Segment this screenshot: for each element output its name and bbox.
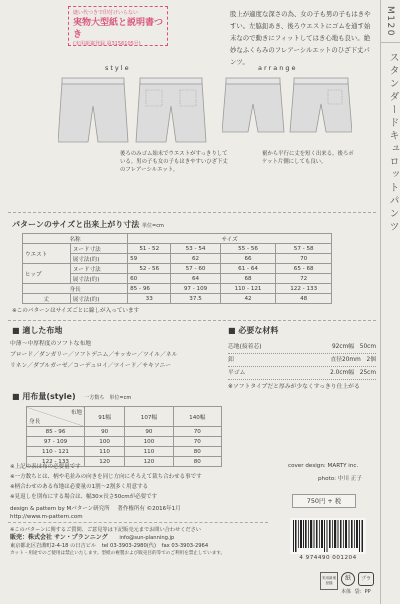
header-pattern-box [68, 6, 168, 46]
publisher-notice: ※このパターンに関するご質問、ご意見等は下記販売元までお問い合わせください [10, 527, 201, 533]
row-label: 丈 [23, 294, 71, 304]
cell: 100 [85, 437, 125, 447]
sales-company: 販売：株式会社 サン・プランニング [10, 534, 108, 541]
notes [10, 462, 272, 502]
product-code: M120 [385, 6, 395, 37]
cell: 72 [276, 274, 332, 284]
table-row [27, 437, 222, 447]
design-credit [10, 505, 280, 521]
cell: 70 [173, 427, 221, 437]
publisher-info [10, 526, 272, 558]
corner-bottom: 身長 [29, 419, 41, 425]
col-size: サイズ [128, 234, 332, 244]
product-description: 股上が適度な深さの為、女の子も男の子もはきやすい。左脇釦あき、後ろウエストにゴムを通す始末なので動きにフィットしてはき心地も良い。絶妙なふくらみのフレアーシルエットのひざ下丈パンツ。 [230, 10, 371, 66]
footer-divider [8, 522, 268, 523]
size-section-title [12, 219, 164, 230]
fabric-title-text: 適した布地 [22, 326, 63, 335]
product-title: スタンダードキュロットパンツ [387, 52, 398, 234]
col-header: 140幅 [173, 407, 221, 427]
fax: fax 03-3903-2964 [161, 543, 209, 549]
paper-recycle-label: 紙 [344, 575, 351, 582]
materials-note: ※ソフトタイプだと厚みが少なくすっきり仕上がる [228, 384, 360, 390]
cell: 48 [276, 294, 332, 304]
table-row [23, 244, 332, 254]
size-table [22, 233, 332, 304]
style-illustration [58, 76, 208, 146]
yardage-header [27, 407, 222, 427]
cell: 90 [85, 427, 125, 437]
cell: 80 [173, 457, 221, 467]
style-label: style [105, 64, 131, 72]
cell: 90 [125, 427, 173, 437]
cell: 70 [173, 437, 221, 447]
cell: 62 [171, 254, 220, 264]
size-unit: 単位=cm [142, 223, 164, 229]
row-label: 97 - 109 [27, 437, 85, 447]
fabric-title: ■ 適した布地 [12, 326, 63, 335]
cell: 68 [220, 274, 276, 284]
row-sublabel: ヌード寸法 [70, 264, 127, 274]
cell: 37.5 [171, 294, 220, 304]
price: 750円 + 税 [306, 497, 342, 505]
cell: 120 [85, 457, 125, 467]
material-value: 直径20mm 2個 [330, 357, 376, 363]
cell: 70 [276, 254, 332, 264]
utility-badge [320, 572, 338, 590]
yardage-corner [27, 407, 85, 427]
material-code: 袋：PP [354, 589, 371, 595]
style-front-pants [58, 78, 128, 142]
cell: 110 [125, 447, 173, 457]
plastic-recycle-icon [358, 572, 374, 586]
style-back-pants [136, 78, 206, 142]
cell: 33 [128, 294, 171, 304]
style-caption: 後ろのみゴム始末でウエストがすっきりしている。男の子も女の子もはきやすいひざ下丈のフレアーシルエット。 [120, 151, 228, 173]
cell: 60 [128, 274, 171, 284]
sidebar [380, 0, 400, 604]
row-sublabel: 展寸法(約) [70, 294, 127, 304]
table-row [23, 264, 332, 274]
cell: 120 [125, 457, 173, 467]
website-url: http://www.m-pattern.com [10, 514, 83, 520]
row-label: 身長 [23, 284, 128, 294]
arrange-illustration [222, 76, 352, 140]
cell: 100 [125, 437, 173, 447]
cell: 110 [85, 447, 125, 457]
material-item [228, 354, 376, 367]
cell: 52 - 56 [128, 264, 171, 274]
material-item [228, 341, 376, 354]
cell: 110 - 121 [220, 284, 276, 294]
cell: 55 - 56 [220, 244, 276, 254]
row-sublabel: ヌード寸法 [70, 244, 127, 254]
yardage-subtitle: (style) [46, 392, 76, 401]
cell: 66 [220, 254, 276, 264]
col-name: 名称 [23, 234, 128, 244]
design-credit-text: design & pattern by Mパターン研究所 [10, 506, 110, 512]
row-label: ヒップ [23, 264, 71, 284]
note-line: ※見返しを別布にする場合は、幅30×長さ50cmが必要です [10, 494, 158, 500]
fine-print: カット・用途でのご使用は禁止いたします。型紙の複製および販売目的等でのご利用を禁止しています。 [10, 551, 226, 556]
size-title: パターンのサイズと出来上がり寸法 [12, 220, 140, 229]
utility-badge-text: 実用新案登録 [321, 576, 337, 585]
cell: 51 - 52 [128, 244, 171, 254]
size-note: ※このパターンはサイズごとに線しが入っています [12, 308, 140, 314]
arrange-back-pants [290, 78, 352, 132]
yardage-unit: 一方数ち 単位=cm [84, 395, 132, 401]
materials-title: ■ 必要な材料 [228, 326, 279, 335]
yardage-table [26, 406, 222, 467]
cell: 59 [128, 254, 171, 264]
row-label: 122 - 133 [27, 457, 85, 467]
note-line: ※柄合わせのある布地は必要量の1割〜2割多く用意する [10, 484, 149, 490]
fabric-line: リネン／ダブルガーゼ／コーデュロイ／ツイード／サキソニー [10, 363, 172, 369]
table-row [27, 427, 222, 437]
material-value: 2.0cm幅 25cm [330, 370, 376, 376]
note-line: ※上記の表は布の必要量です [10, 464, 81, 470]
copyright: 著作権所有 ©2016年1月 [117, 506, 181, 512]
section-divider [8, 320, 376, 321]
row-label: 85 - 96 [27, 427, 85, 437]
fabric-list [10, 339, 218, 372]
cell: 80 [173, 447, 221, 457]
fabric-line: 中薄〜中厚程度のソフトな布地 [10, 341, 92, 347]
yardage-title-text: 用布量 [22, 392, 47, 401]
arrange-label: arrange [258, 64, 298, 72]
materials-title-text: 必要な材料 [238, 326, 279, 335]
corner-top: 布地 [70, 410, 82, 416]
material-label [341, 589, 371, 596]
table-row [23, 294, 332, 304]
registration-note: (実用新案登録 第3156105号) [73, 40, 141, 47]
cell: 65 - 68 [276, 264, 332, 274]
sales-email: info@sun-planning.jp [119, 535, 175, 541]
yardage-title: ■ 用布量(style) 一方数ち 単位=cm [12, 392, 132, 401]
note-line: ※一方数ちとは、柄や毛並みの向きを同じ方向にそろえて裁ち合わせる事です [10, 474, 202, 480]
arrange-front-pants [222, 78, 284, 132]
size-table-header [23, 234, 332, 244]
sales-line [10, 534, 272, 542]
pattern-label: 実物大型紙と説明書つき [73, 17, 164, 40]
row-label: 110 - 121 [27, 447, 85, 457]
table-row [23, 284, 332, 294]
sidebar-divider [381, 42, 400, 43]
row-label: ウエスト [23, 244, 71, 264]
address: 東京都北区岩淵町2-4-18 の日吉ビル [10, 543, 97, 549]
material-body: 本体 [341, 589, 352, 595]
cover-design-credit: cover design: MARTY inc. [288, 463, 359, 469]
section-divider [8, 212, 376, 213]
row-sublabel: 展寸法(約) [70, 254, 127, 264]
seam-note: 縫い代つきで印付けいらない [73, 10, 139, 16]
material-value: 92cm幅 50cm [331, 344, 376, 350]
cell: 61 - 64 [220, 264, 276, 274]
material-name: 釦 [228, 357, 234, 363]
price-box [292, 494, 356, 508]
paper-recycle-icon [341, 572, 355, 586]
row-sublabel: 展寸法(約) [70, 274, 127, 284]
cell: 64 [171, 274, 220, 284]
material-item [228, 367, 376, 380]
cell: 97 - 109 [171, 284, 220, 294]
plastic-recycle-label: プラ [360, 576, 371, 582]
col-header: 91幅 [85, 407, 125, 427]
material-name: 芯地(接着芯) [228, 344, 262, 350]
arrange-caption: 裾から平行に丈を短く出来る。後ろポケット片側にしても良い。 [262, 151, 354, 165]
barcode-image [290, 518, 366, 554]
cell: 85 - 96 [128, 284, 171, 294]
cell: 57 - 58 [276, 244, 332, 254]
table-row [27, 447, 222, 457]
fabric-line: ブロード／ダンガリー／ソフトデニム／サッカー／ツイル／ネル [10, 352, 178, 358]
photo-credit: photo: 中川 正子 [318, 476, 362, 482]
address-line [10, 542, 272, 550]
cell: 57 - 60 [171, 264, 220, 274]
cell: 53 - 54 [171, 244, 220, 254]
material-name: 平ゴム [228, 370, 246, 376]
barcode-number: 4 974490 001204 [299, 555, 357, 561]
telephone: tel 03-3903-2980(代) [101, 543, 157, 549]
materials-list [228, 341, 376, 392]
cell: 42 [220, 294, 276, 304]
col-header: 107幅 [125, 407, 173, 427]
cell: 122 - 133 [276, 284, 332, 294]
